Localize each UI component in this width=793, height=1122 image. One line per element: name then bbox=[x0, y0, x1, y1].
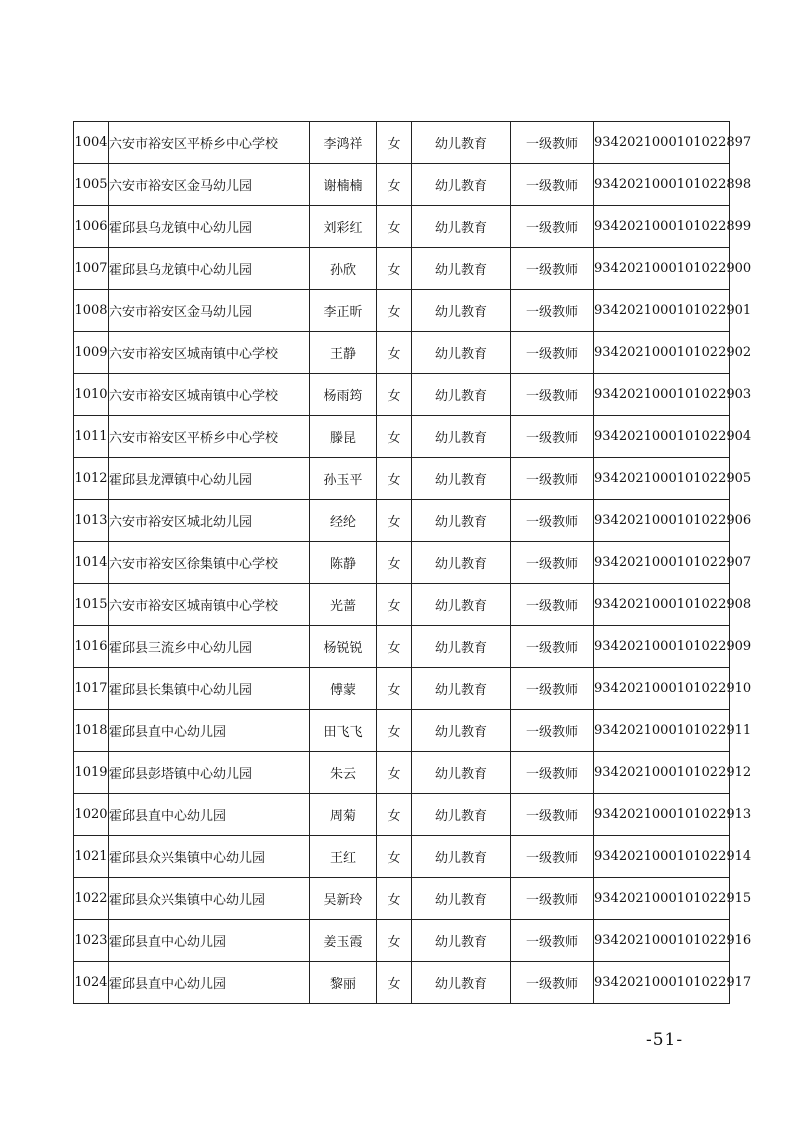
table-row bbox=[74, 500, 730, 542]
rank-title-cell: 一级教师 bbox=[511, 752, 594, 794]
row-number-cell: 1016 bbox=[74, 626, 109, 668]
row-number-cell: 1005 bbox=[74, 164, 109, 206]
row-number-cell: 1013 bbox=[74, 500, 109, 542]
certificate-number-cell: 9342021000101022915 bbox=[594, 878, 730, 920]
subject-cell: 幼儿教育 bbox=[412, 206, 511, 248]
table-row bbox=[74, 836, 730, 878]
school-cell: 六安市裕安区金马幼儿园 bbox=[109, 164, 310, 206]
row-number-cell: 1019 bbox=[74, 752, 109, 794]
teacher-name-cell: 经纶 bbox=[310, 500, 377, 542]
row-number-cell: 1008 bbox=[74, 290, 109, 332]
table-row bbox=[74, 458, 730, 500]
teacher-name-cell: 谢楠楠 bbox=[310, 164, 377, 206]
school-cell: 六安市裕安区平桥乡中心学校 bbox=[109, 122, 310, 164]
subject-cell: 幼儿教育 bbox=[412, 374, 511, 416]
rank-title-cell: 一级教师 bbox=[511, 416, 594, 458]
rank-title-cell: 一级教师 bbox=[511, 710, 594, 752]
certificate-number-cell: 9342021000101022909 bbox=[594, 626, 730, 668]
certificate-number-cell: 9342021000101022912 bbox=[594, 752, 730, 794]
gender-cell: 女 bbox=[377, 794, 412, 836]
certificate-number-cell: 9342021000101022902 bbox=[594, 332, 730, 374]
row-number-cell: 1017 bbox=[74, 668, 109, 710]
teacher-name-cell: 滕昆 bbox=[310, 416, 377, 458]
school-cell: 六安市裕安区金马幼儿园 bbox=[109, 290, 310, 332]
gender-cell: 女 bbox=[377, 542, 412, 584]
table-row bbox=[74, 374, 730, 416]
gender-cell: 女 bbox=[377, 668, 412, 710]
certificate-number-cell: 9342021000101022900 bbox=[594, 248, 730, 290]
rank-title-cell: 一级教师 bbox=[511, 668, 594, 710]
teacher-name-cell: 孙玉平 bbox=[310, 458, 377, 500]
roster-body bbox=[74, 122, 752, 1004]
subject-cell: 幼儿教育 bbox=[412, 122, 511, 164]
school-cell: 霍邱县直中心幼儿园 bbox=[109, 920, 310, 962]
school-cell: 霍邱县三流乡中心幼儿园 bbox=[109, 626, 310, 668]
table-row bbox=[74, 164, 730, 206]
certificate-number-cell: 9342021000101022917 bbox=[594, 962, 730, 1004]
row-number-cell: 1020 bbox=[74, 794, 109, 836]
teacher-name-cell: 刘彩红 bbox=[310, 206, 377, 248]
rank-title-cell: 一级教师 bbox=[511, 206, 594, 248]
subject-cell: 幼儿教育 bbox=[412, 248, 511, 290]
rank-title-cell: 一级教师 bbox=[511, 542, 594, 584]
table-row bbox=[74, 794, 730, 836]
teacher-name-cell: 李鸿祥 bbox=[310, 122, 377, 164]
school-cell: 六安市裕安区城北幼儿园 bbox=[109, 500, 310, 542]
gender-cell: 女 bbox=[377, 458, 412, 500]
table-row bbox=[74, 878, 730, 920]
subject-cell: 幼儿教育 bbox=[412, 500, 511, 542]
subject-cell: 幼儿教育 bbox=[412, 458, 511, 500]
teacher-name-cell: 孙欣 bbox=[310, 248, 377, 290]
gender-cell: 女 bbox=[377, 626, 412, 668]
certificate-number-cell: 9342021000101022899 bbox=[594, 206, 730, 248]
row-number-cell: 1014 bbox=[74, 542, 109, 584]
row-number-cell: 1021 bbox=[74, 836, 109, 878]
subject-cell: 幼儿教育 bbox=[412, 962, 511, 1004]
row-number-cell: 1022 bbox=[74, 878, 109, 920]
rank-title-cell: 一级教师 bbox=[511, 836, 594, 878]
teacher-name-cell: 周菊 bbox=[310, 794, 377, 836]
table-row bbox=[74, 206, 730, 248]
page-number: -51- bbox=[646, 1030, 684, 1050]
row-number-cell: 1004 bbox=[74, 122, 109, 164]
table-row bbox=[74, 668, 730, 710]
certificate-number-cell: 9342021000101022906 bbox=[594, 500, 730, 542]
school-cell: 霍邱县众兴集镇中心幼儿园 bbox=[109, 836, 310, 878]
certificate-number-cell: 9342021000101022907 bbox=[594, 542, 730, 584]
rank-title-cell: 一级教师 bbox=[511, 794, 594, 836]
table-row bbox=[74, 542, 730, 584]
gender-cell: 女 bbox=[377, 374, 412, 416]
school-cell: 霍邱县众兴集镇中心幼儿园 bbox=[109, 878, 310, 920]
gender-cell: 女 bbox=[377, 416, 412, 458]
rank-title-cell: 一级教师 bbox=[511, 584, 594, 626]
table-row bbox=[74, 962, 730, 1004]
gender-cell: 女 bbox=[377, 752, 412, 794]
row-number-cell: 1006 bbox=[74, 206, 109, 248]
table-row bbox=[74, 920, 730, 962]
row-number-cell: 1009 bbox=[74, 332, 109, 374]
certificate-number-cell: 9342021000101022913 bbox=[594, 794, 730, 836]
teacher-name-cell: 王红 bbox=[310, 836, 377, 878]
teacher-name-cell: 姜玉霞 bbox=[310, 920, 377, 962]
school-cell: 霍邱县直中心幼儿园 bbox=[109, 710, 310, 752]
table-row bbox=[74, 248, 730, 290]
rank-title-cell: 一级教师 bbox=[511, 122, 594, 164]
certificate-number-cell: 9342021000101022910 bbox=[594, 668, 730, 710]
certificate-number-cell: 9342021000101022904 bbox=[594, 416, 730, 458]
school-cell: 霍邱县直中心幼儿园 bbox=[109, 962, 310, 1004]
school-cell: 霍邱县龙潭镇中心幼儿园 bbox=[109, 458, 310, 500]
gender-cell: 女 bbox=[377, 248, 412, 290]
gender-cell: 女 bbox=[377, 710, 412, 752]
certificate-number-cell: 9342021000101022901 bbox=[594, 290, 730, 332]
rank-title-cell: 一级教师 bbox=[511, 332, 594, 374]
subject-cell: 幼儿教育 bbox=[412, 920, 511, 962]
rank-title-cell: 一级教师 bbox=[511, 458, 594, 500]
gender-cell: 女 bbox=[377, 122, 412, 164]
gender-cell: 女 bbox=[377, 164, 412, 206]
gender-cell: 女 bbox=[377, 878, 412, 920]
school-cell: 六安市裕安区城南镇中心学校 bbox=[109, 332, 310, 374]
certificate-number-cell: 9342021000101022903 bbox=[594, 374, 730, 416]
gender-cell: 女 bbox=[377, 500, 412, 542]
subject-cell: 幼儿教育 bbox=[412, 710, 511, 752]
teacher-roster-table bbox=[73, 121, 752, 1004]
row-number-cell: 1007 bbox=[74, 248, 109, 290]
subject-cell: 幼儿教育 bbox=[412, 626, 511, 668]
teacher-name-cell: 吴新玲 bbox=[310, 878, 377, 920]
row-number-cell: 1023 bbox=[74, 920, 109, 962]
row-number-cell: 1012 bbox=[74, 458, 109, 500]
certificate-number-cell: 9342021000101022908 bbox=[594, 584, 730, 626]
teacher-name-cell: 陈静 bbox=[310, 542, 377, 584]
school-cell: 六安市裕安区城南镇中心学校 bbox=[109, 374, 310, 416]
rank-title-cell: 一级教师 bbox=[511, 500, 594, 542]
rank-title-cell: 一级教师 bbox=[511, 962, 594, 1004]
teacher-name-cell: 田飞飞 bbox=[310, 710, 377, 752]
table-row bbox=[74, 710, 730, 752]
certificate-number-cell: 9342021000101022897 bbox=[594, 122, 730, 164]
rank-title-cell: 一级教师 bbox=[511, 920, 594, 962]
certificate-number-cell: 9342021000101022898 bbox=[594, 164, 730, 206]
rank-title-cell: 一级教师 bbox=[511, 878, 594, 920]
teacher-name-cell: 李正昕 bbox=[310, 290, 377, 332]
table-row bbox=[74, 332, 730, 374]
school-cell: 六安市裕安区城南镇中心学校 bbox=[109, 584, 310, 626]
teacher-name-cell: 傅蒙 bbox=[310, 668, 377, 710]
table-row bbox=[74, 584, 730, 626]
certificate-number-cell: 9342021000101022914 bbox=[594, 836, 730, 878]
row-number-cell: 1024 bbox=[74, 962, 109, 1004]
gender-cell: 女 bbox=[377, 206, 412, 248]
school-cell: 霍邱县彭塔镇中心幼儿园 bbox=[109, 752, 310, 794]
gender-cell: 女 bbox=[377, 920, 412, 962]
row-number-cell: 1015 bbox=[74, 584, 109, 626]
school-cell: 六安市裕安区平桥乡中心学校 bbox=[109, 416, 310, 458]
subject-cell: 幼儿教育 bbox=[412, 332, 511, 374]
certificate-number-cell: 9342021000101022911 bbox=[594, 710, 730, 752]
subject-cell: 幼儿教育 bbox=[412, 584, 511, 626]
school-cell: 霍邱县乌龙镇中心幼儿园 bbox=[109, 206, 310, 248]
gender-cell: 女 bbox=[377, 584, 412, 626]
certificate-number-cell: 9342021000101022916 bbox=[594, 920, 730, 962]
school-cell: 霍邱县长集镇中心幼儿园 bbox=[109, 668, 310, 710]
teacher-name-cell: 黎丽 bbox=[310, 962, 377, 1004]
subject-cell: 幼儿教育 bbox=[412, 752, 511, 794]
rank-title-cell: 一级教师 bbox=[511, 626, 594, 668]
subject-cell: 幼儿教育 bbox=[412, 836, 511, 878]
school-cell: 霍邱县乌龙镇中心幼儿园 bbox=[109, 248, 310, 290]
table-row bbox=[74, 290, 730, 332]
teacher-name-cell: 朱云 bbox=[310, 752, 377, 794]
subject-cell: 幼儿教育 bbox=[412, 164, 511, 206]
rank-title-cell: 一级教师 bbox=[511, 374, 594, 416]
table-row bbox=[74, 122, 730, 164]
rank-title-cell: 一级教师 bbox=[511, 248, 594, 290]
table-row bbox=[74, 752, 730, 794]
subject-cell: 幼儿教育 bbox=[412, 290, 511, 332]
certificate-number-cell: 9342021000101022905 bbox=[594, 458, 730, 500]
teacher-name-cell: 杨锐锐 bbox=[310, 626, 377, 668]
school-cell: 六安市裕安区徐集镇中心学校 bbox=[109, 542, 310, 584]
gender-cell: 女 bbox=[377, 332, 412, 374]
school-cell: 霍邱县直中心幼儿园 bbox=[109, 794, 310, 836]
rank-title-cell: 一级教师 bbox=[511, 290, 594, 332]
gender-cell: 女 bbox=[377, 836, 412, 878]
teacher-name-cell: 王静 bbox=[310, 332, 377, 374]
teacher-name-cell: 杨雨筠 bbox=[310, 374, 377, 416]
subject-cell: 幼儿教育 bbox=[412, 794, 511, 836]
teacher-name-cell: 光蔷 bbox=[310, 584, 377, 626]
row-number-cell: 1011 bbox=[74, 416, 109, 458]
subject-cell: 幼儿教育 bbox=[412, 542, 511, 584]
table-row bbox=[74, 416, 730, 458]
gender-cell: 女 bbox=[377, 962, 412, 1004]
row-number-cell: 1018 bbox=[74, 710, 109, 752]
subject-cell: 幼儿教育 bbox=[412, 878, 511, 920]
table-row bbox=[74, 626, 730, 668]
subject-cell: 幼儿教育 bbox=[412, 668, 511, 710]
gender-cell: 女 bbox=[377, 290, 412, 332]
rank-title-cell: 一级教师 bbox=[511, 164, 594, 206]
row-number-cell: 1010 bbox=[74, 374, 109, 416]
subject-cell: 幼儿教育 bbox=[412, 416, 511, 458]
